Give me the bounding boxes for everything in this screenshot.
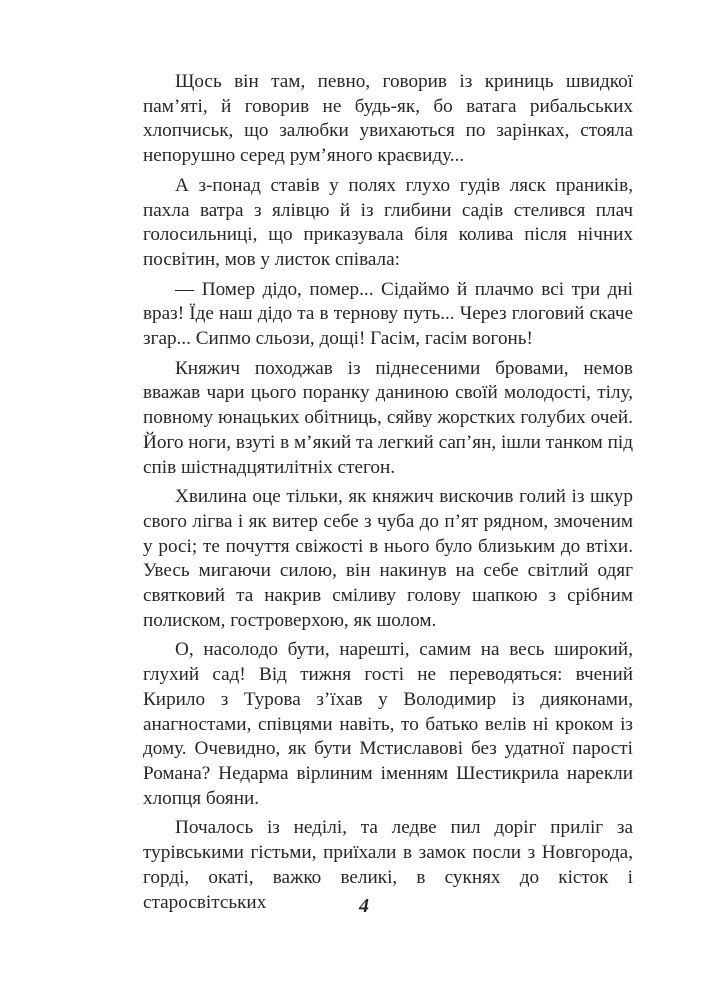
paragraph: О, насолодо бути, нарешті, самим на весь широкий, глухий сад! Від тижня гості не переводяться: вчений Кирило з Турова з’їхав у Володимир із дияконами, анагностами, співцями навіть, то батько велів ні кроком із дому. Очевидно, як бути Мстиславові без удатної парості Романа? Недарма вірлиним іменням Шестикрила нарекли хлопця бояни. xyxy=(143,639,633,809)
page-number: 4 xyxy=(359,895,369,917)
paragraph: Хвилина оце тільки, як княжич вискочив голий із шкур свого лігва і як витер себе з чуба до п’ят рядном, змоченим у росі; те почуття свіжості в нього було близьким до втіхи. Увесь мигаючи силою, він накинув на себе світлий одяг святковий та накрив сміливу голову шапкою з срібним полиском, гостроверхою, як шолом. xyxy=(143,486,633,631)
paragraph: Княжич походжав із піднесеними бровами, немов вважав чари цього поранку даниною своїй молодості, тілу, повному юнацьких обітниць, сяйву жорстких голубих очей. Його ноги, взуті в м’який та легкий сап’ян, ішли танком під спів шістнадцятилітніх стегон. xyxy=(143,357,633,478)
paragraph: — Помер дідо, помер... Сідаймо й плачмо всі три дні враз! Їде наш дідо та в тернову путь... Через глоговий скаче згар... Сипмо сльози, дощі! Гасім, гасім вогонь! xyxy=(143,278,633,350)
paragraph: Щось він там, певно, говорив із криниць швидкої пам’яті, й говорив не будь-як, бо ватага рибальських хлопчиськ, що залюбки увихаються по зарінках, стояла непорушно серед рум’яного краєвиду... xyxy=(143,71,633,167)
paragraph: Почалось із неділі, та ледве пил доріг приліг за турівськими гістьми, приїхали в замок посли з Новгорода, горді, окаті, важко великі, в сукнях до кісток і старосвітських xyxy=(143,817,633,913)
paragraph: А з-понад ставів у полях глухо гудів ляск праників, пахла ватра з ялівцю й із глибини садів стелився плач голосильниці, що приказувала біля колива після нічних посвітин, мов у листок співала: xyxy=(143,174,633,270)
body-text xyxy=(143,70,633,920)
